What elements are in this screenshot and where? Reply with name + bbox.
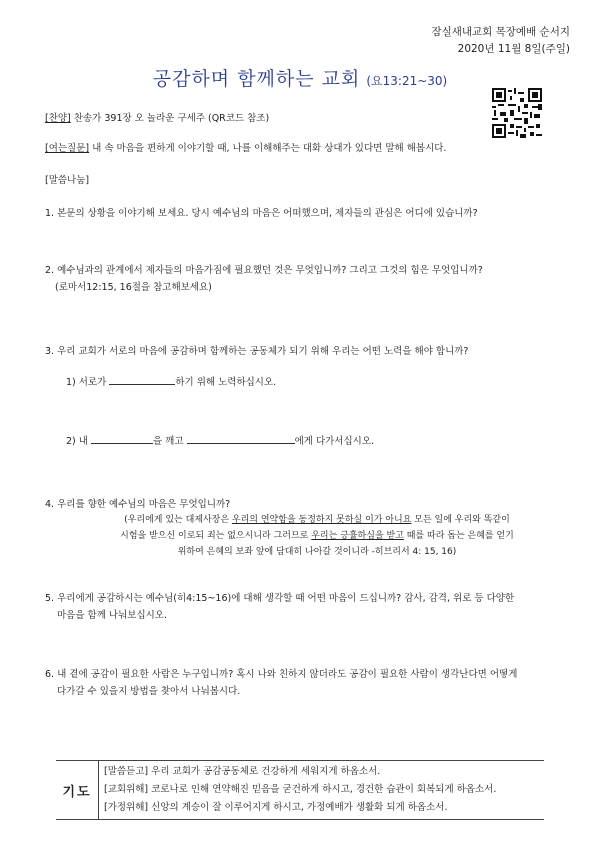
prayer-label: 기도 — [56, 761, 99, 819]
question-2-note: (로마서12:15, 16절을 참고해보세요) — [55, 282, 212, 293]
item-2-mid: 을 깨고 — [152, 436, 184, 447]
blank-field[interactable] — [187, 433, 295, 444]
verse-part: 시험을 받으신 이로되 죄는 없으시니라 그러므로 — [120, 531, 309, 541]
title-reference: (요13:21~30) — [366, 74, 448, 88]
prayer-items — [104, 763, 496, 817]
sharing-heading: [말씀나눔] — [45, 175, 90, 186]
opening-question — [45, 141, 446, 156]
question-3-item-2 — [66, 433, 374, 449]
church-name: 잠실새내교회 목장예배 순서지 — [431, 26, 570, 38]
opening-text: 내 속 마음을 편하게 이야기할 때, 나를 이해해주는 대화 상대가 있다면 말해 해봅시다. — [92, 143, 447, 154]
question-4-verse — [82, 512, 552, 560]
prayer-item: [말씀듣고] 우리 교회가 공감공동체로 건강하게 세워지게 하옵소서. — [104, 766, 381, 777]
hymn-text: 찬송가 391장 오 놀라운 구세주 (QR코드 참조) — [73, 113, 270, 124]
question-3: 3. 우리 교회가 서로의 마음에 공감하며 함께하는 공동체가 되기 위해 우리는 어떤 노력을 해야 합니까? — [45, 346, 469, 357]
hymn-tag: [찬양] — [45, 113, 71, 124]
page-title — [0, 64, 600, 91]
question-2 — [45, 262, 565, 296]
item-2-prefix: 2) 내 — [66, 436, 88, 447]
verse-part: 때를 따라 돕는 은혜를 얻기 — [406, 531, 514, 541]
question-2-text: 2. 예수님과의 관계에서 제자들의 마음가짐에 필요했던 것은 무엇입니까? 그리고 그것의 힘은 무엇입니까? — [45, 265, 483, 276]
prayer-box — [56, 760, 544, 820]
title-main: 공감하며 함께하는 교회 — [152, 68, 361, 90]
question-6-line-1: 6. 내 곁에 공감이 필요한 사람은 누구입니까? 혹시 나와 친하지 않더라도 공감이 필요한 사람이 생각난다면 어떻게 — [45, 669, 518, 680]
verse-part: 위하여 은혜의 보좌 앞에 담대히 나아갈 것이니라 -히브리서 4: 15, 16) — [177, 547, 457, 557]
blank-field[interactable] — [91, 433, 153, 444]
verse-underlined: 우리는 긍휼하심을 받고 — [311, 531, 404, 541]
verse-part: 모든 일에 우리와 똑같이 — [414, 515, 510, 525]
verse-part: (우리에게 있는 대제사장은 — [124, 515, 230, 525]
item-1-suffix: 하기 위해 노력하십시오. — [175, 377, 277, 388]
prayer-item: [교회위해] 코로나로 인해 연약해진 믿음을 굳건하게 하시고, 경건한 습관이 회복되게 하옵소서. — [104, 784, 497, 795]
question-5-line-2: 마음을 함께 나눠보십시오. — [57, 610, 168, 621]
prayer-item: [가정위해] 신앙의 계승이 잘 이루어지게 하시고, 가정예배가 생활화 되게 하옵소서. — [104, 802, 448, 813]
item-1-prefix: 1) 서로가 — [66, 377, 107, 388]
question-5 — [45, 590, 565, 624]
qr-code-icon[interactable] — [492, 88, 542, 138]
verse-underlined: 우리의 연약함을 동정하지 못하실 이가 아니요 — [231, 515, 412, 525]
item-2-suffix: 에게 다가서십시오. — [294, 436, 375, 447]
question-3-item-1 — [66, 374, 276, 390]
question-5-line-1: 5. 우리에게 공감하시는 예수님(히4:15~16)에 대해 생각할 때 어떤 마음이 드십니까? 감사, 감격, 위로 등 다양한 — [45, 593, 515, 604]
hymn-line — [45, 111, 269, 126]
header-info — [431, 24, 570, 58]
service-date: 2020년 11월 8일(주일) — [457, 43, 570, 55]
blank-field[interactable] — [109, 374, 175, 385]
opening-tag: [여는질문] — [45, 143, 90, 154]
question-6-line-2: 다가갈 수 있을지 방법을 찾아서 나눠봅시다. — [57, 686, 241, 697]
question-6 — [45, 666, 565, 700]
question-1: 1. 본문의 상황을 이야기해 보세요. 당시 예수님의 마음은 어떠했으며, 제자들의 관심은 어디에 있습니까? — [45, 208, 478, 219]
question-4: 4. 우리를 향한 예수님의 마음은 무엇입니까? — [45, 499, 231, 510]
